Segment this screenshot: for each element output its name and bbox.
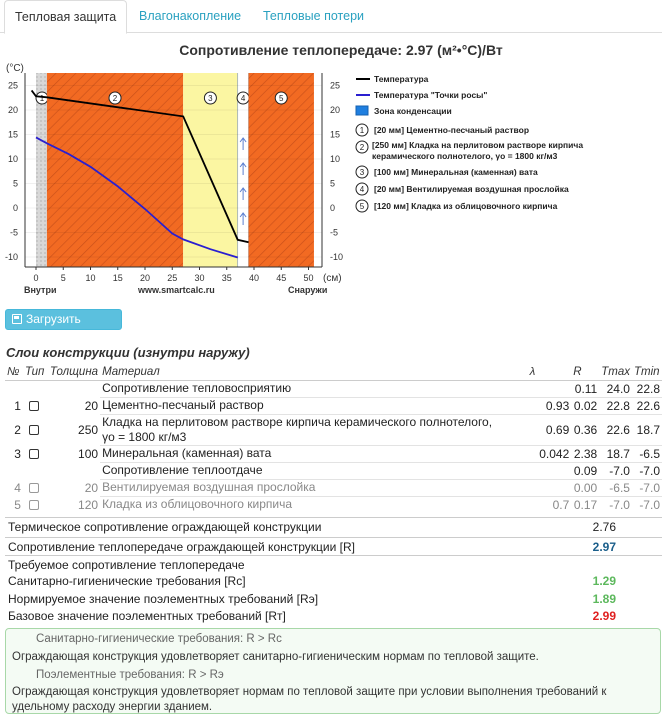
legend-layer-1-num: 1	[359, 126, 365, 135]
row-tmin: -7.0	[632, 462, 662, 479]
y-tick-label-right: 10	[330, 154, 341, 164]
summary-value: 2.76	[592, 520, 616, 534]
row-tmax: 22.8	[599, 397, 632, 414]
layer-marker-label-1: 1	[39, 94, 45, 103]
col-type: Тип	[23, 365, 48, 380]
col-thickness: Толщина	[49, 366, 99, 379]
layer-type-checkbox[interactable]	[29, 500, 39, 510]
tab-bar	[0, 0, 662, 33]
row-material: Сопротивление тепловосприятию	[100, 380, 528, 397]
summary-label: Санитарно-гигиенические требования [Rс]	[8, 574, 246, 588]
row-r: 0.02	[571, 397, 599, 414]
row-num: 2	[14, 422, 21, 437]
row-material: Минеральная (каменная) вата	[100, 445, 528, 462]
x-tick-label: 10	[85, 273, 96, 283]
table-row[interactable]	[5, 445, 662, 462]
summary-heat-transfer	[5, 537, 662, 555]
row-thickness: 20	[84, 480, 99, 495]
x-tick-label: 15	[112, 273, 123, 283]
col-num: №	[5, 365, 23, 380]
y-tick-label-right: -5	[330, 227, 339, 238]
row-num: 3	[14, 446, 21, 461]
row-r: 0.09	[571, 462, 599, 479]
result-panel	[5, 628, 661, 714]
x-tick-label: 40	[248, 273, 260, 283]
layer-marker-label-5: 5	[279, 94, 284, 103]
row-tmax: 18.7	[599, 445, 632, 462]
y-tick-label-left: 0	[12, 203, 18, 213]
col-material: Материал	[100, 365, 528, 380]
row-lambda: 0.93	[528, 397, 572, 414]
save-icon	[12, 314, 22, 324]
table-row[interactable]	[5, 496, 662, 513]
y-tick-label-left: 10	[7, 154, 18, 164]
summary-sanitary	[5, 572, 662, 590]
row-num: 5	[14, 497, 21, 512]
col-tmin: Tmin	[632, 365, 662, 380]
legend-dew-label: Температура "Точки росы"	[374, 90, 488, 100]
row-thickness: 250	[78, 422, 99, 437]
summary-value: 2.97	[592, 540, 616, 554]
result-condition-1: Санитарно-гигиенические требования: R > Rс	[36, 633, 282, 645]
summary-label: Нормируемое значение поэлементных требований [Rэ]	[8, 592, 319, 606]
row-lambda	[528, 380, 572, 397]
summary-label: Базовое значение поэлементных требований [Rт]	[8, 609, 286, 623]
inside-label: Внутри	[24, 285, 57, 295]
row-num: 4	[14, 480, 21, 495]
temperature-chart	[0, 56, 662, 296]
legend-layer-5-text: [120 мм] Кладка из облицовочного кирпича	[374, 201, 558, 211]
legend-layer-4-num: 4	[359, 185, 365, 194]
chart-title: Сопротивление теплопередаче: 2.97 (м²•°C)/Вт	[179, 42, 503, 58]
row-tmax: -7.0	[599, 496, 632, 513]
x-tick-label: 45	[276, 273, 287, 283]
legend-temperature-label: Температура	[374, 74, 429, 84]
y-tick-label-right: 15	[330, 129, 341, 140]
y-tick-label-left: -10	[4, 252, 18, 262]
result-condition-2: Поэлементные требования: R > Rэ	[36, 669, 224, 681]
table-row[interactable]	[5, 397, 662, 414]
row-material: Цементно-песчаный раствор	[100, 397, 528, 414]
legend-layer-4-text: [20 мм] Вентилируемая воздушная прослойка	[374, 184, 569, 194]
summary-value: 1.89	[592, 592, 616, 606]
x-tick-label: 20	[139, 273, 151, 283]
summary-value: 1.29	[592, 574, 616, 588]
result-text-2: Ограждающая конструкция удовлетворяет нормам по тепловой защите при условии выполнения требований к удельному расходу энергии зданием.	[12, 686, 607, 713]
row-r: 0.17	[571, 496, 599, 513]
summary-label: Требуемое сопротивление теплопередаче	[8, 558, 245, 572]
y-tick-label-right: 5	[330, 178, 336, 189]
table-row	[5, 462, 662, 479]
site-label: www.smartcalc.ru	[138, 285, 215, 295]
y-tick-label-left: -5	[9, 227, 18, 238]
y-tick-label-right: -10	[330, 252, 344, 262]
table-row[interactable]	[5, 414, 662, 445]
row-tmin: -7.0	[632, 479, 662, 496]
y-axis-unit: (°C)	[6, 63, 24, 74]
row-lambda: 0.042	[528, 445, 572, 462]
tab-moisture-accumulation[interactable]: Влагонакопление	[139, 9, 242, 23]
x-tick-label: 50	[303, 273, 314, 283]
row-tmax: 24.0	[599, 380, 632, 397]
summary-value: 2.99	[592, 609, 616, 623]
legend-condensation-label: Зона конденсации	[374, 106, 452, 116]
layer-marker-label-3: 3	[208, 94, 213, 103]
row-tmin: 22.8	[632, 380, 662, 397]
row-material: Сопротивление теплоотдаче	[100, 462, 528, 479]
outside-label: Снаружи	[288, 285, 328, 295]
y-tick-label-left: 20	[7, 105, 18, 115]
col-tmax: Tmax	[601, 366, 630, 379]
legend-layer-2-text-box	[372, 140, 622, 164]
row-r: 0.00	[571, 479, 599, 496]
layer-type-checkbox[interactable]	[29, 425, 39, 435]
y-tick-label-left: 25	[7, 80, 18, 91]
legend-layer-5-num: 5	[359, 202, 365, 211]
table-row	[5, 380, 662, 397]
layers-table	[5, 365, 662, 513]
row-tmin: -6.5	[632, 445, 662, 462]
row-tmax: 22.6	[599, 414, 632, 445]
table-header	[5, 365, 662, 380]
tab-thermal-protection[interactable]: Тепловая защита	[4, 0, 127, 34]
x-tick-label: 30	[194, 273, 205, 283]
row-tmin: -7.0	[632, 496, 662, 513]
row-r: 0.36	[571, 414, 599, 445]
x-tick-label: 25	[167, 273, 178, 283]
row-thickness: 100	[78, 446, 99, 461]
y-tick-label-left: 5	[12, 178, 18, 189]
layer-type-checkbox[interactable]	[29, 483, 39, 493]
row-r: 2.38	[571, 445, 599, 462]
summary-label: Сопротивление теплопередаче ограждающей конструкции [R]	[8, 540, 355, 554]
col-r: R	[571, 365, 599, 380]
legend-condensation-swatch	[356, 106, 368, 115]
legend-layer-1-text: [20 мм] Цементно-песчаный раствор	[374, 125, 530, 135]
col-lambda: λ	[528, 365, 572, 380]
chart-legend	[356, 74, 622, 212]
y-tick-label-right: 25	[330, 80, 341, 91]
layers-section-title: Слои конструкции (изнутри наружу)	[6, 345, 250, 360]
load-chart-button[interactable]	[5, 309, 122, 345]
summary-base	[5, 607, 662, 625]
row-lambda	[528, 462, 572, 479]
summary-required	[5, 555, 662, 573]
y-tick-label-right: 0	[330, 203, 336, 213]
load-chart-label: Загрузить график	[12, 312, 81, 345]
layer-type-checkbox[interactable]	[29, 401, 39, 411]
table-row[interactable]	[5, 479, 662, 496]
layer-type-checkbox[interactable]	[29, 449, 39, 459]
summary-thermal-resistance	[5, 517, 662, 535]
row-thickness: 20	[84, 398, 99, 413]
row-lambda	[528, 479, 572, 496]
row-material: Кладка из облицовочного кирпича	[100, 496, 528, 513]
row-tmin: 22.6	[632, 397, 662, 414]
row-lambda: 0.7	[528, 496, 572, 513]
legend-layer-3-text: [100 мм] Минеральная (каменная) вата	[374, 167, 538, 177]
row-r: 0.11	[571, 380, 599, 397]
x-axis-unit: (см)	[323, 273, 342, 284]
x-tick-label: 35	[221, 273, 232, 283]
summary-label: Термическое сопротивление ограждающей конструкции	[8, 520, 322, 534]
row-lambda: 0.69	[528, 414, 572, 445]
layer-marker-label-4: 4	[240, 94, 246, 103]
tab-heat-losses[interactable]: Тепловые потери	[263, 9, 365, 23]
row-tmax: -7.0	[599, 462, 632, 479]
legend-layer-2-text: [250 мм] Кладка на перлитовом растворе кирпича керамического полнотелого, γо = 1800 кг/м3	[372, 140, 584, 161]
x-tick-label: 5	[60, 273, 66, 283]
row-material: Кладка на перлитовом растворе кирпича керамического полнотелого, γо = 1800 кг/м3	[100, 414, 528, 445]
y-tick-label-right: 20	[330, 105, 341, 115]
legend-layer-3-num: 3	[359, 168, 365, 177]
layer-marker-label-2: 2	[112, 94, 118, 103]
row-thickness: 120	[78, 497, 99, 512]
row-material: Вентилируемая воздушная прослойка	[100, 479, 528, 496]
legend-layer-2-num: 2	[359, 143, 365, 152]
row-tmin: 18.7	[632, 414, 662, 445]
x-tick-label: 0	[33, 273, 39, 283]
row-num: 1	[14, 398, 21, 413]
result-text-1: Ограждающая конструкция удовлетворяет санитарно-гигиеническим нормам по тепловой защите.	[12, 651, 539, 663]
y-tick-label-left: 15	[7, 129, 18, 140]
summary-normalized	[5, 590, 662, 608]
row-tmax: -6.5	[599, 479, 632, 496]
